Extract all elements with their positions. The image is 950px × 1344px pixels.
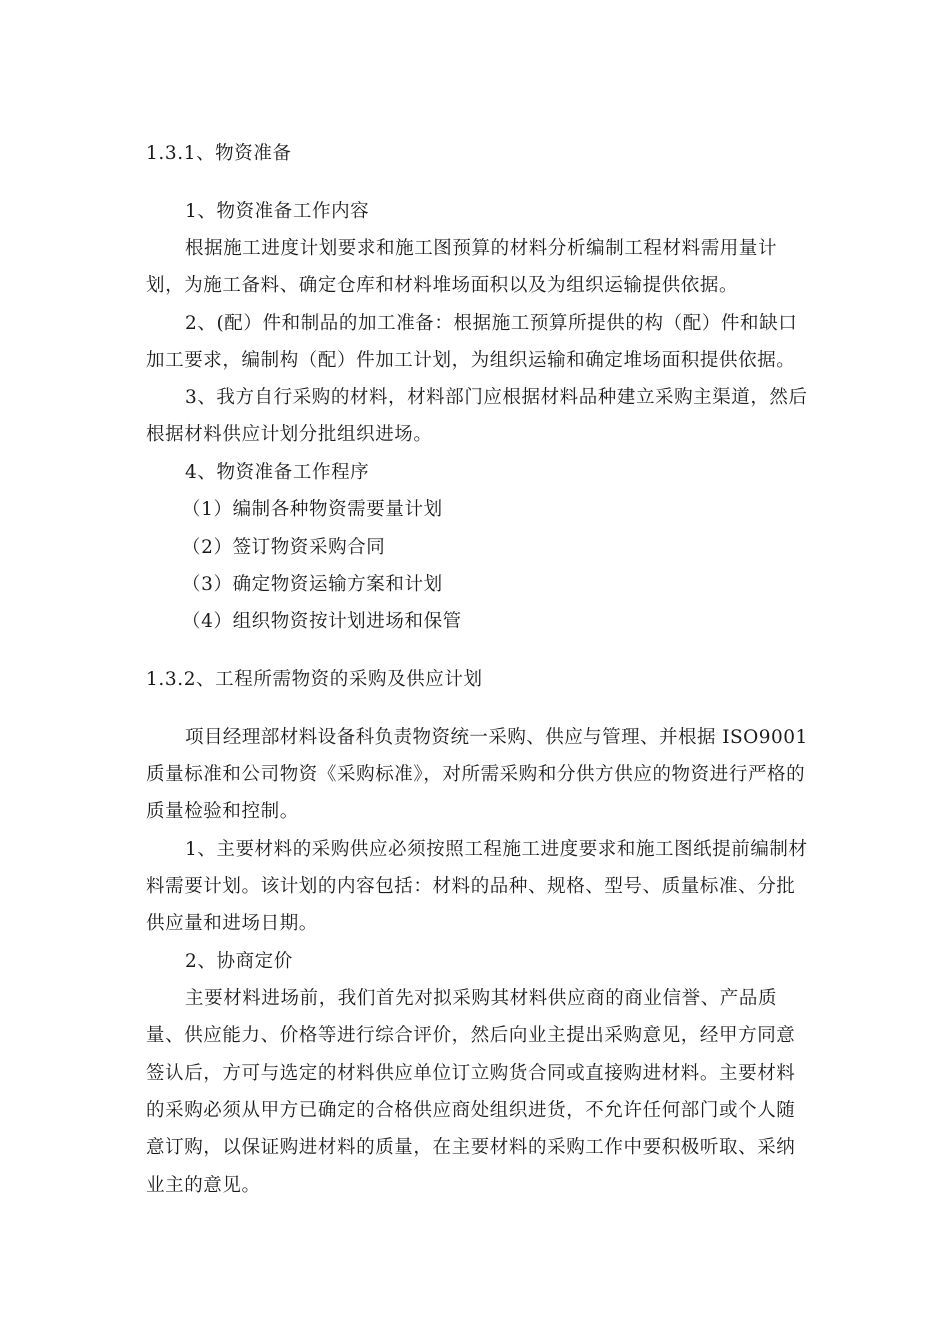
paragraph-line: 意订购，以保证购进材料的质量，在主要材料的采购工作中要积极听取、采纳 (146, 1137, 796, 1158)
paragraph-line: 根据施工进度计划要求和施工图预算的材料分析编制工程材料需用量计 (185, 238, 778, 259)
paragraph-line: 项目经理部材料设备科负责物资统一采购、供应与管理、并根据 ISO9001 (185, 727, 808, 748)
section-heading-1-3-2: 1.3.2、工程所需物资的采购及供应计划 (146, 669, 483, 690)
paragraph-line: 主要材料进场前，我们首先对拟采购其材料供应商的商业信誉、产品质 (185, 988, 778, 1009)
section-heading-1-3-1: 1.3.1、物资准备 (146, 143, 292, 164)
item2-title: 2、协商定价 (185, 951, 293, 972)
paragraph-line: 2、(配）件和制品的加工准备：根据施工预算所提供的构（配）件和缺口 (185, 313, 798, 334)
item1-title: 1、物资准备工作内容 (185, 201, 370, 222)
paragraph-line: 量、供应能力、价格等进行综合评价，然后向业主提出采购意见，经甲方同意 (146, 1025, 796, 1046)
paragraph-line: 3、我方自行采购的材料，材料部门应根据材料品种建立采购主渠道，然后 (185, 387, 808, 408)
paragraph-line: 签认后，方可与选定的材料供应单位订立购货合同或直接购进材料。主要材料 (146, 1063, 796, 1084)
procedure-item: （3）确定物资运输方案和计划 (182, 574, 443, 595)
paragraph-line: 划，为施工备料、确定仓库和材料堆场面积以及为组织运输提供依据。 (146, 275, 739, 296)
paragraph-line: 根据材料供应计划分批组织进场。 (146, 424, 433, 445)
paragraph-line: 供应量和进场日期。 (146, 913, 318, 934)
item4-title: 4、物资准备工作程序 (185, 462, 370, 483)
paragraph-line: 质量检验和控制。 (146, 801, 299, 822)
procedure-item: （1）编制各种物资需要量计划 (182, 499, 443, 520)
paragraph-line: 料需要计划。该计划的内容包括：材料的品种、规格、型号、质量标准、分批 (146, 876, 796, 897)
paragraph-line: 质量标准和公司物资《采购标准》，对所需采购和分供方供应的物资进行严格的 (146, 764, 806, 785)
paragraph-line: 的采购必须从甲方已确定的合格供应商处组织进货，不允许任何部门或个人随 (146, 1100, 796, 1121)
paragraph-line: 加工要求，编制构（配）件加工计划，为组织运输和确定堆场面积提供依据。 (146, 350, 796, 371)
paragraph-line: 1、主要材料的采购供应必须按照工程施工进度要求和施工图纸提前编制材 (185, 839, 808, 860)
procedure-item: （4）组织物资按计划进场和保管 (182, 611, 462, 632)
procedure-item: （2）签订物资采购合同 (182, 537, 386, 558)
paragraph-line: 业主的意见。 (146, 1175, 261, 1196)
